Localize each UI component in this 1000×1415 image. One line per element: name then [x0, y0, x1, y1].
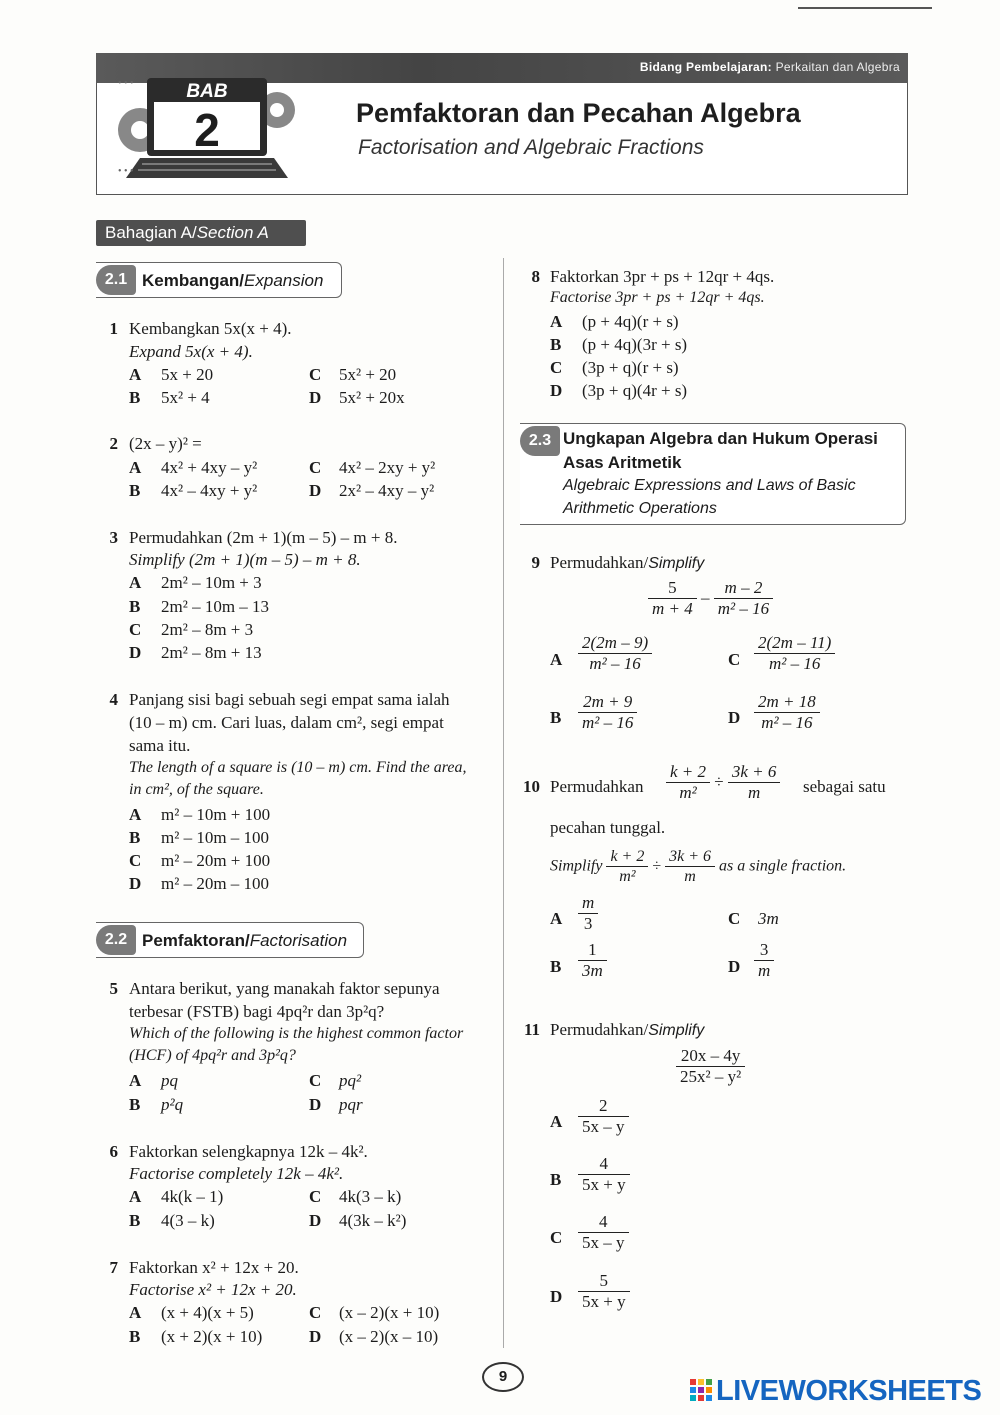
option-letter: D: [728, 957, 741, 976]
liveworksheets-logo-icon: [690, 1379, 712, 1401]
option-c[interactable]: $\frac{2(2m - 11)}{\text{m² – 16}}$: [754, 633, 835, 675]
option-c[interactable]: $\frac{4}{5x - y}$: [578, 1212, 629, 1254]
option-letter: D: [309, 1095, 322, 1114]
option-b[interactable]: (x + 2)(x + 10): [161, 1327, 263, 1346]
question-number: 2: [109, 434, 118, 453]
option-letter: A: [129, 365, 142, 384]
option-c[interactable]: 4k(3 – k): [339, 1187, 402, 1206]
option-letter: C: [728, 650, 741, 669]
option-b[interactable]: 4x² – 4xy + y²: [161, 481, 258, 500]
option-c[interactable]: pq²: [339, 1071, 362, 1090]
question-expression: $\frac{k + 2}{\text{m²}}$ ÷ $\frac{3k + 6}{m}$: [666, 762, 780, 804]
option-b[interactable]: (p + 4q)(3r + s): [582, 335, 688, 354]
option-a[interactable]: $\frac{2}{5x - y}$: [578, 1096, 629, 1138]
option-letter: B: [129, 1211, 141, 1230]
option-letter: A: [129, 458, 142, 477]
option-letter: A: [550, 909, 563, 928]
option-c[interactable]: (x – 2)(x + 10): [339, 1303, 440, 1322]
svg-text:• • •: • • •: [118, 78, 134, 89]
question-number: 5: [109, 979, 118, 998]
brand-wordmark[interactable]: LIVEWORKSHEETS: [716, 1375, 982, 1407]
option-letter: A: [550, 650, 563, 669]
option-letter: C: [309, 1071, 322, 1090]
question-number: 3: [109, 528, 118, 547]
option-a[interactable]: 2m² – 10m + 3: [161, 573, 262, 592]
option-b[interactable]: 4(3 – k): [161, 1211, 215, 1230]
option-d[interactable]: 2x² – 4xy – y²: [339, 481, 435, 500]
option-letter: C: [129, 851, 142, 870]
option-letter: B: [129, 388, 141, 407]
option-letter: C: [309, 1303, 322, 1322]
option-c[interactable]: (3p + q)(r + s): [582, 358, 679, 377]
question-text-en: in cm², of the square.: [129, 781, 264, 798]
option-b[interactable]: 2m² – 10m – 13: [161, 597, 270, 616]
option-letter: B: [129, 597, 141, 616]
question-text-en: Expand 5x(x + 4).: [129, 342, 253, 361]
question-text: Faktorkan selengkapnya 12k – 4k².: [129, 1142, 368, 1161]
question-text: (10 – m) cm. Cari luas, dalam cm², segi empat: [129, 713, 444, 732]
question-text: terbesar (FSTB) bagi 4pq²r dan 3p²q?: [129, 1002, 385, 1021]
option-letter: D: [129, 643, 142, 662]
option-letter: B: [550, 957, 562, 976]
option-letter: A: [129, 1303, 142, 1322]
question-text: Antara berikut, yang manakah faktor sepunya: [129, 979, 440, 998]
question-text: Permudahkan (2m + 1)(m – 5) – m + 8.: [129, 528, 398, 547]
question-text: (2x – y)² =: [129, 434, 202, 453]
question-number: 8: [531, 267, 540, 286]
chapter-subtitle: Factorisation and Algebraic Fractions: [358, 136, 704, 159]
option-b[interactable]: $\frac{2m + 9}{\text{m² – 16}}$: [578, 692, 637, 734]
option-letter: C: [309, 1187, 322, 1206]
option-a[interactable]: (p + 4q)(r + s): [582, 312, 679, 331]
option-letter: C: [550, 358, 563, 377]
question-text: Permudahkan/Simplify: [550, 1020, 705, 1039]
option-a[interactable]: $\frac{m}{3}$: [578, 893, 598, 935]
option-d[interactable]: 4(3k – k²): [339, 1211, 407, 1230]
question-text-en: Factorise completely 12k – 4k².: [129, 1164, 344, 1183]
question-text: Panjang sisi bagi sebuah segi empat sama ialah: [129, 690, 450, 709]
option-letter: C: [550, 1228, 563, 1247]
question-text: Faktorkan x² + 12x + 20.: [129, 1258, 299, 1277]
question-text-en: Simplify $\frac{k + 2}{\text{m²}}$ ÷ $\frac{3k + 6}{m}$ as a single fraction.: [550, 848, 847, 886]
option-c[interactable]: 4x² – 2xy + y²: [339, 458, 436, 477]
option-letter: A: [550, 312, 563, 331]
option-d[interactable]: pqr: [339, 1095, 363, 1114]
question-text: sama itu.: [129, 736, 191, 755]
svg-text:BAB: BAB: [186, 81, 228, 102]
option-b[interactable]: p²q: [161, 1095, 184, 1114]
option-letter: D: [309, 481, 322, 500]
option-a[interactable]: 4k(k – 1): [161, 1187, 224, 1206]
option-d[interactable]: $\frac{5}{5x + y}$: [578, 1271, 630, 1313]
option-letter: D: [550, 381, 563, 400]
question-text: Permudahkan: [550, 777, 644, 796]
option-a[interactable]: 4x² + 4xy – y²: [161, 458, 258, 477]
option-letter: C: [728, 909, 741, 928]
option-letter: D: [129, 874, 142, 893]
option-d[interactable]: m² – 20m – 100: [161, 874, 270, 893]
option-c[interactable]: 3m: [758, 909, 779, 928]
question-text: Kembangkan 5x(x + 4).: [129, 319, 292, 338]
question-expression: $\frac{20x - 4y}{\text{25x² – y²}}$: [676, 1046, 745, 1088]
option-letter: C: [309, 365, 322, 384]
question-text-en: Factorise 3pr + ps + 12qr + 4qs.: [550, 289, 765, 306]
option-a[interactable]: 5x + 20: [161, 365, 214, 384]
option-d[interactable]: (3p + q)(4r + s): [582, 381, 688, 400]
question-expression: $\frac{5}{m + 4}$ – $\frac{m - 2}{\text{m² – 16}}$: [648, 578, 773, 620]
option-letter: B: [129, 481, 141, 500]
question-text-en: Factorise x² + 12x + 20.: [129, 1280, 297, 1299]
learning-area: Bidang Pembelajaran: Perkaitan dan Algebra: [639, 60, 900, 74]
question-number: 9: [531, 553, 540, 572]
option-letter: D: [309, 1211, 322, 1230]
question-number: 10: [523, 777, 540, 796]
question-number: 7: [109, 1258, 118, 1277]
svg-text:• • •: • • •: [118, 166, 134, 177]
option-letter: A: [550, 1112, 563, 1131]
question-text: Faktorkan 3pr + ps + 12qr + 4qs.: [550, 267, 775, 286]
option-letter: B: [129, 1327, 141, 1346]
option-letter: D: [550, 1287, 563, 1306]
option-d[interactable]: $\frac{3}{m}$: [754, 940, 774, 982]
option-letter: C: [309, 458, 322, 477]
option-b[interactable]: $\frac{1}{3m}$: [578, 940, 607, 982]
option-letter: A: [129, 573, 142, 592]
option-letter: B: [550, 335, 562, 354]
option-c[interactable]: 2m² – 8m + 3: [161, 620, 254, 639]
option-letter: A: [129, 1187, 142, 1206]
option-letter: B: [129, 1095, 141, 1114]
subsection-2-2: 2.2 Pemfaktoran/Factorisation: [96, 922, 364, 958]
question-text-en: (HCF) of 4pq²r and 3p²q?: [129, 1047, 296, 1064]
option-letter: B: [550, 1170, 562, 1189]
option-a[interactable]: m² – 10m + 100: [161, 805, 271, 824]
question-text-en: The length of a square is (10 – m) cm. Find the area,: [129, 759, 467, 776]
option-c[interactable]: 5x² + 20: [339, 365, 397, 384]
option-c[interactable]: m² – 20m + 100: [161, 851, 271, 870]
page-number: 9: [482, 1362, 524, 1392]
option-b[interactable]: $\frac{4}{5x + y}$: [578, 1154, 630, 1196]
question-text: Permudahkan/Simplify: [550, 553, 705, 572]
option-b[interactable]: 5x² + 4: [161, 388, 210, 407]
question-text: pecahan tunggal.: [550, 818, 666, 837]
question-text-en: Which of the following is the highest common factor: [129, 1025, 464, 1042]
option-a[interactable]: pq: [161, 1071, 178, 1090]
option-d[interactable]: $\frac{2m + 18}{\text{m² – 16}}$: [754, 692, 820, 734]
option-d[interactable]: 2m² – 8m + 13: [161, 643, 262, 662]
option-letter: D: [309, 1327, 322, 1346]
subsection-2-1: 2.1 Kembangan/Expansion: [96, 262, 342, 298]
question-number: 6: [109, 1142, 118, 1161]
laptop-chapter-icon: [112, 60, 302, 190]
option-a[interactable]: (x + 4)(x + 5): [161, 1303, 254, 1322]
option-b[interactable]: m² – 10m – 100: [161, 828, 270, 847]
option-letter: A: [129, 1071, 142, 1090]
chapter-title: Pemfaktoran dan Pecahan Algebra: [356, 98, 801, 128]
option-letter: A: [129, 805, 142, 824]
svg-text:2: 2: [194, 104, 220, 156]
question-number: 4: [109, 690, 118, 709]
subsection-2-3: 2.3 Ungkapan Algebra dan Hukum Operasi Asas Aritmetik Algebraic Expressions and Laws of Basic Arithmetic Operations: [520, 423, 906, 525]
option-letter: B: [550, 708, 562, 727]
option-letter: D: [728, 708, 741, 727]
question-number: 11: [523, 1020, 540, 1039]
option-letter: D: [309, 388, 322, 407]
question-text-en: Simplify (2m + 1)(m – 5) – m + 8.: [129, 550, 361, 569]
option-d[interactable]: 5x² + 20x: [339, 388, 405, 407]
column-divider: [503, 258, 504, 1348]
option-letter: C: [129, 620, 142, 639]
top-rule: [798, 7, 932, 9]
question-number: 1: [109, 319, 118, 338]
section-a-tag: Bahagian A/Section A: [96, 220, 306, 246]
option-letter: B: [129, 828, 141, 847]
option-a[interactable]: $\frac{2(2m - 9)}{\text{m² – 16}}$: [578, 633, 652, 675]
question-text: sebagai satu: [803, 777, 886, 796]
option-d[interactable]: (x – 2)(x – 10): [339, 1327, 439, 1346]
